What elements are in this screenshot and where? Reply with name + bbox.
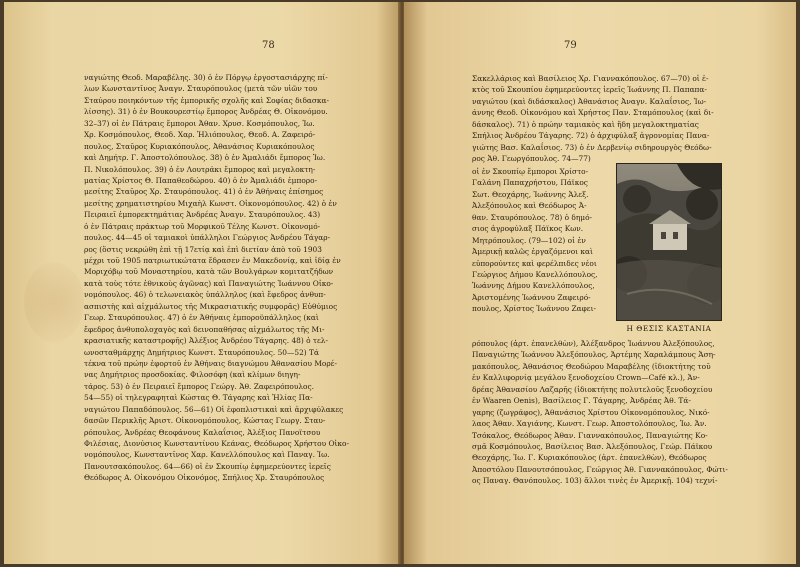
text-line: Πειραιεῖ ἐμπορεκτημάτιας Ἀνδρέας Ἀναγν. Σταυρόπουλος. 43) [84,210,321,220]
page-number-left: 78 [262,40,275,51]
book-spread [4,2,796,564]
text-line: Σταύρου ποιηκόντων τῆς ἐμπορικῆς σχολῆς καὶ Σοφίας διδασκα- [84,95,330,105]
text-line: ρος Ἀθ. Γεωργόπουλος. 74—77) [472,154,591,164]
text-line: πουλος, Σταῦρος Κυριακόπουλος, Ἀθανάσιος Κυριακόπουλος [84,141,315,151]
photograph-image [617,164,721,320]
text-line: κτὸς τοῦ Σκουπίου ἐφημερεύοντες ἱερεῖς Ἰωάννης Π. Παπαπα- [472,85,707,95]
text-line: κατὰ τοὺς τότε ἐθνικοὺς ἀγῶνας) καὶ Παναγιώτης Ἰωάννου Οἰκο- [84,278,334,288]
text-line: ωνοσταθμάρχης Δημήτριος Κωνστ. Σταυρόπουλος. 50—52) Τά [84,347,319,357]
text-line: Ἀμερικῇ καλῶς ἐργαζόμενοι καὶ [472,247,593,257]
text-line: πουλος. 44—45 οἱ ταμιακοὶ ὑπάλληλοι Γεώργιος Ἀνδρέου Τάγαρ- [84,233,331,243]
text-line: καὶ Δημήτρ. Γ. Ἀποστολόπουλος. 38) ὁ ἐν Ἀμαλιάδι ἔμπορος Ἰω. [84,153,326,163]
text-line: κρασιατικῆς καταστροφῆς) Ἀλέξιος Ἀνδρέου Τάγαρης. 48) ὁ τελ- [84,336,328,346]
text-line: Τσόκαλος, Θεόδωρος Ἀθαν. Γιαννακόπουλος, Παναγιώτης Κο- [472,430,708,440]
text-line: ρόπουλος, Ἀνδρέας Θεοφάνους Καλαΐσιος, Ἀλέξιος Πανοϊτσου [84,427,321,437]
page-number-right: 79 [564,40,577,51]
text-line: δασῶν Περικλῆς Ἀριστ. Οἰκονομόπουλος, Κώστας Γεωργ. Σταυ- [84,416,326,426]
text-line: γαρης (ζωγράφος), Ἀθανάσιος Χρίστου Οἰκονομόπουλος, Νικό- [472,407,710,417]
paper-stain [24,262,84,342]
text-line: μεσίτης Σταῦρος Χρ. Σταυρόπουλος. 41) ὁ ἐν Ἀθήναις ἐπίσημος [84,187,324,197]
text-line: λων Κωνσταντῖνος Ἀναγν. Σταυρόπουλος (μετὰ τῶν υἱῶν του [84,84,318,94]
text-line: τάρος. 53) ὁ ἐν Πειραιεῖ ἔμπορος Γεώργ. Ἀθ. Ζαφειρόπουλος. [84,381,314,391]
text-line: πουλος, Χρίστος Ἰωάννου Ζαφει- [472,304,597,314]
text-line: Ἀριστομένης Ἰωάννου Ζαφειρό- [472,292,591,302]
text-line: νας Δημήτριος προσδοκίας. Φιλοσόφη (καὶ κλίμων διηγη- [84,370,301,380]
left-page [4,2,400,564]
text-line: τέκνα τοῦ πρώην ἐφορτοῦ ἐν Ἀθήναις διαγνώμου Ἀθανασίου Μορέ- [84,358,338,368]
text-line: λαος Ἀθαν. Χαγιάνης, Κωνστ. Γεωρ. Ἀποστολόπουλος, Ἰω. Ἀν. [472,419,707,429]
text-line: νομόπουλος. 46) ὁ τελωνειακὸς ὑπάλληλος (καὶ ἔφεδρος ἀνθυπ- [84,290,326,300]
text-line: μακόπουλος, Ἀθανάσιος Θεοδώρου Μαραβέλης (ἰδιοκτήτης τοῦ [472,361,711,371]
text-line: Θεοχάρης, Ἰω. Γ. Κυριακόπουλος (ἀρτ. ἐπανελθὼν), Θεόδωρος [472,453,707,463]
right-page-bottom-text [472,338,770,487]
left-page-body-text [84,72,382,484]
text-line: Ἀλεξόπουλος καὶ Θεόδωρος Ἀ- [472,201,587,211]
kastania-photograph [616,163,722,321]
text-line: εὐπορούντες καὶ φερέλπιδες νέοι [472,258,597,268]
text-line: Γεωρ. Σταυρόπουλος. 47) ὁ ἐν Ἀθήναις ἐμποροϋπάλληλος (καὶ [84,313,319,323]
text-line: μεσίτης χρηματιστηρίου Μιχαὴλ Κωνστ. Οἰκονομόπουλος. 42) ὁ ἐν [84,198,337,208]
text-line: ναγιώτης Θεοδ. Μαραβέλης. 30) ὁ ἐν Πόργῳ ἐργοστασιάρχης πί- [84,73,328,82]
text-line: ασπιστὴς καὶ αἰχμάλωτος τῆς Μικρασιατικῆς συμφορᾶς) Εὐθύμιος [84,301,338,311]
right-page [404,2,796,564]
right-page-side-text [472,166,614,315]
photograph-caption: Η ΘΕΣΙΣ ΚΑΣΤΑΝΙΑ [626,324,712,333]
text-line: Ἀποστόλου Πανουτσόπουλος, Γεώργιος Ἀθ. Γιαννακόπουλος, Φώτι- [472,464,728,474]
text-line: Ἰωάννης Δήμου Κανελλόπουλος, [472,281,595,291]
text-line: Πανουτσακόπουλος. 64—66) οἱ ἐν Σκουπίῳ ἐφημερεύοντες ἱερεῖς [84,461,331,471]
text-line: γιώτης Βασ. Καλαΐσιος. 73) ὁ ἐν Δερβενίῳ σιδηρουργὸς Θεόδω- [472,142,712,152]
text-line: λίσσης). 31) ὁ ἐν Βουκουρεστίῳ ἔμπορος Ἀνδρέας Θ. Οἰκονόμου. [84,107,328,117]
text-line: Σωτ. Θεοχάρης, Ἰωάννης Ἀλεξ. [472,189,589,199]
text-line: δρέας Ἀθανασίου Λαζαρῆς (ἰδιοκτήτης πολυτελοῦς ξενοδοχείου [472,384,713,394]
text-line: νομόπουλος, Κωνσταντῖνος Χαρ. Κανελλόπουλος καὶ Παναγ. Ἰω. [84,450,330,460]
text-line: Π. Νικολόπουλος. 39) ὁ ἐν Λουτράκι ἔμπορος καὶ μεγαλοκτη- [84,164,316,174]
text-line: άννης Θεοδ. Οἰκονόμου καὶ Χρήστος Παν. Σταμόπουλος (καὶ δι- [472,108,714,118]
text-line: Θεόδωρος Α. Οἰκονόμου Οἰκονόμος, Σπήλιος Χρ. Σταυρόπουλος [84,473,325,483]
text-line: Σπήλιος Ἀνδρέου Τάγαρης. 72) ὁ ἀρχιφύλαξ ἀγρονομίας Πανα- [472,131,710,141]
text-line: ὁ ἐν Πάτραις πράκτωρ τοῦ Μορφικοῦ Τέλης Κωνστ. Οἰκονομό- [84,221,321,231]
text-line: ρος (ὅστις νεκρώθη ἐπὶ τῇ 17ετίᾳ καὶ ἐπὶ διετίαν ἀπὸ τοῦ 1903 [84,244,322,254]
text-line: Μητρόπουλος. (79—102) οἱ ἐν [472,235,586,245]
text-line: μέχρι τοῦ 1905 πατριωτικώτατα ἔδρασεν ἐν Μακεδονίᾳ, καὶ ἰδίᾳ ἐν [84,256,341,265]
text-line: σιος ἀγροφύλαξ Πάϊκος Κων. [472,224,584,234]
text-line: Μοριχόβῳ τοῦ Μοναστηρίου, κατὰ τῶν Βουλγάρων κομιτατζήδων [84,267,334,277]
text-line: Φιλέσιας, Διονύσιος Κωνσταντίνου Κεάνας, Θεόδωρος Χρήστου Οἰκο- [84,439,349,448]
text-line: ρόπουλος (ἀρτ. ἐπανελθὼν), Ἀλέξανδρος Ἰωάννου Ἀλεξόπουλος, [472,339,715,348]
text-line: Γεώργιος Δήμου Κανελλόπουλος, [472,269,598,279]
text-line: 32–37) οἱ ἐν Πάτραις ἔμποροι Ἀθαν. Χρυσ. Κοσμόπουλος, Ἰω. [84,118,315,128]
text-line: Χρ. Κοσμόπουλος, Θεοδ. Χαρ. Ἠλιόπουλος, Θεοδ. Α. Ζαφειρό- [84,130,316,140]
text-line: ναγιώτου (καὶ διδάσκαλος) Ἀθανάσιος Ἀναγν. Καλαΐσιος, Ἰω- [472,96,707,106]
text-line: ματίας Χρίστος Θ. Παπαθεοδώρου. 40) ὁ ἐν Ἀμαλιάδι ἐμπορο- [84,175,318,185]
text-line: 54—55) οἱ τηλεγραφηταὶ Κώστας Θ. Τάγαρης καὶ Ἠλίας Πα- [84,393,313,403]
text-line: Παναγιώτης Ἰωάννου Ἀλεξόπουλος, Ἀρτέμης Χαραλάμπους Ἀση- [472,350,716,360]
text-line: ναγιώτου Παπαδόπουλος. 56—61) Οἱ ἐφοπλιστικαὶ καὶ ἀρχιφύλακες [84,404,344,414]
text-line: δάσκαλος). 71) ὁ πρώην ταμιακὸς καὶ ἤδη μεγαλοκτηματίας [472,119,699,129]
text-line: ος Παναγ. Θανόπουλος. 103) ἄλλοι τινὲς ἐν Ἀμερικῇ. 104) τεχνί- [472,476,718,486]
text-line: σμᾶ Κοσμόπουλος, Βασίλειος Βασ. Ἀλεξόπουλος, Γεώρ. Πάϊκου [472,441,713,451]
text-line: Γαλάνη Παπαχρήστου, Πάϊκος [472,178,588,188]
text-line: ἐν Καλλιφορνίᾳ μεγάλου ξενοδοχείου Crown—Café κλ.), Ἀν- [472,373,700,383]
text-line: ἔφεδρος ἀνθυπολοχαγὸς καὶ δεινοπαθήσας αἰχμάλωτος τῆς Μι- [84,324,325,334]
text-line: οἱ ἐν Σκουπίῳ ἔμποροι Χρίστο- [472,167,589,176]
right-page-top-text [472,73,770,165]
text-line: Σακελλάριος καὶ Βασίλειος Χρ. Γιαννακόπουλος. 67—70) οἱ ἐ- [472,74,709,83]
text-line: θαν. Σταυρόπουλος. 78) ὁ δημό- [472,212,593,222]
text-line: ἐν Waaren Oenis), Βασίλειος Γ. Τάγαρης, Ἀνδρέας Ἀθ. Τά- [472,396,691,406]
